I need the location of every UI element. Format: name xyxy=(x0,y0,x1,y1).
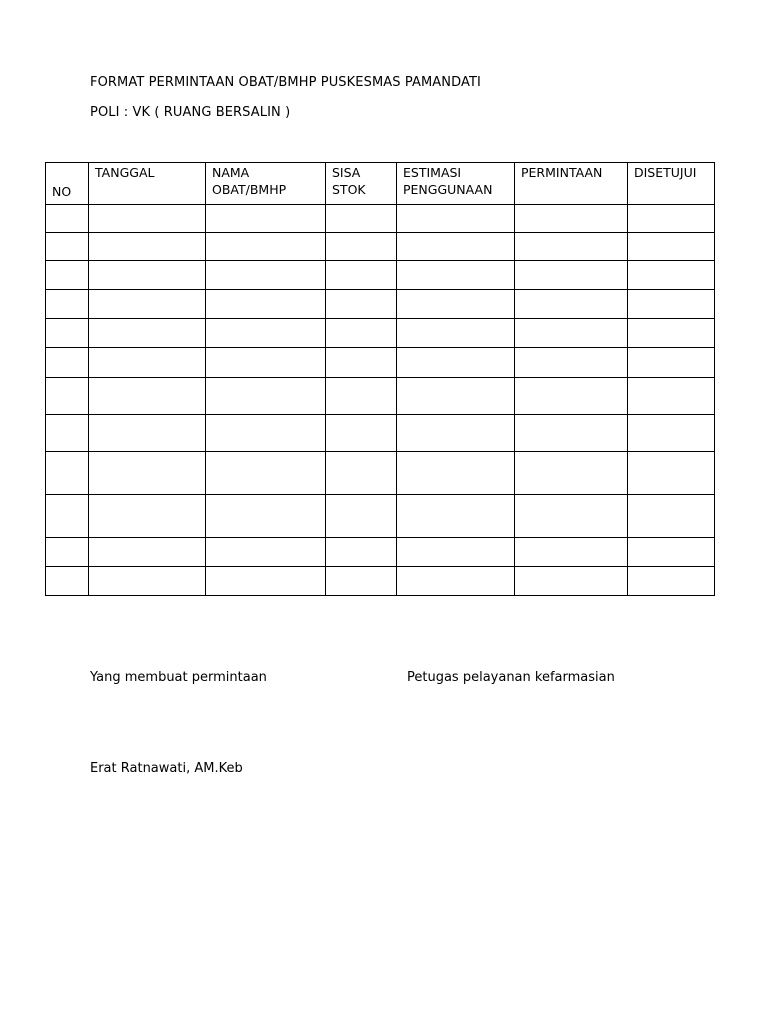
table-cell[interactable] xyxy=(515,261,628,290)
table-cell[interactable] xyxy=(397,290,515,319)
table-cell[interactable] xyxy=(206,495,326,538)
table-cell[interactable] xyxy=(628,567,715,596)
table-cell[interactable] xyxy=(515,415,628,452)
table-cell[interactable] xyxy=(46,415,89,452)
table-row xyxy=(46,319,715,348)
table-row xyxy=(46,378,715,415)
table-cell[interactable] xyxy=(89,567,206,596)
table-cell[interactable] xyxy=(46,348,89,378)
column-header-sisa-stok xyxy=(326,163,397,205)
table-cell[interactable] xyxy=(397,205,515,233)
table-cell[interactable] xyxy=(326,452,397,495)
table-cell[interactable] xyxy=(89,538,206,567)
table-cell[interactable] xyxy=(46,495,89,538)
table-row xyxy=(46,452,715,495)
table-cell[interactable] xyxy=(326,261,397,290)
table-cell[interactable] xyxy=(397,567,515,596)
column-header-estimasi xyxy=(397,163,515,205)
column-header-sisa-stok-text: SISA STOK xyxy=(332,165,366,197)
table-cell[interactable] xyxy=(326,233,397,261)
table-cell[interactable] xyxy=(628,452,715,495)
table-cell[interactable] xyxy=(326,290,397,319)
table-cell[interactable] xyxy=(628,233,715,261)
column-header-no: NO xyxy=(46,163,89,205)
table-cell[interactable] xyxy=(515,319,628,348)
column-header-tanggal-text: TANGGAL xyxy=(95,165,155,180)
table-row xyxy=(46,290,715,319)
table-cell[interactable] xyxy=(515,567,628,596)
table-cell[interactable] xyxy=(46,233,89,261)
table-cell[interactable] xyxy=(206,415,326,452)
table-cell[interactable] xyxy=(89,233,206,261)
table-cell[interactable] xyxy=(89,261,206,290)
table-row xyxy=(46,261,715,290)
table-row xyxy=(46,205,715,233)
pharmacy-officer-label: Petugas pelayanan kefarmasian xyxy=(407,670,615,685)
table-cell[interactable] xyxy=(397,233,515,261)
table-cell[interactable] xyxy=(46,567,89,596)
column-header-nama-obat-text: NAMA OBAT/BMHP xyxy=(212,165,287,197)
table-cell[interactable] xyxy=(628,415,715,452)
table-cell[interactable] xyxy=(89,452,206,495)
table-row xyxy=(46,495,715,538)
table-header-row xyxy=(46,163,715,205)
table-row xyxy=(46,415,715,452)
table-cell[interactable] xyxy=(89,378,206,415)
table-body xyxy=(46,205,715,596)
table-cell[interactable] xyxy=(515,290,628,319)
table-cell[interactable] xyxy=(326,319,397,348)
table-cell[interactable] xyxy=(326,378,397,415)
requester-label: Yang membuat permintaan xyxy=(90,670,267,685)
table-cell[interactable] xyxy=(326,205,397,233)
table-cell[interactable] xyxy=(515,495,628,538)
table-cell[interactable] xyxy=(628,261,715,290)
table-cell[interactable] xyxy=(46,538,89,567)
column-header-permintaan-text: PERMINTAAN xyxy=(521,165,603,180)
table-cell[interactable] xyxy=(206,290,326,319)
poli-label: POLI : VK ( RUANG BERSALIN ) xyxy=(90,105,291,120)
table-cell[interactable] xyxy=(206,378,326,415)
table-cell[interactable] xyxy=(628,319,715,348)
table-cell[interactable] xyxy=(206,538,326,567)
table-cell[interactable] xyxy=(206,567,326,596)
table-cell[interactable] xyxy=(397,378,515,415)
table-cell[interactable] xyxy=(515,538,628,567)
column-header-permintaan xyxy=(515,163,628,205)
table-cell[interactable] xyxy=(326,415,397,452)
table-cell[interactable] xyxy=(89,319,206,348)
table-cell[interactable] xyxy=(628,348,715,378)
table-cell[interactable] xyxy=(46,452,89,495)
table-cell[interactable] xyxy=(515,378,628,415)
table-cell[interactable] xyxy=(628,205,715,233)
table-cell[interactable] xyxy=(206,233,326,261)
table-cell[interactable] xyxy=(89,495,206,538)
column-header-estimasi-text: ESTIMASI PENGGUNAAN xyxy=(403,165,493,197)
table-cell[interactable] xyxy=(515,233,628,261)
table-cell[interactable] xyxy=(397,452,515,495)
table-cell[interactable] xyxy=(89,348,206,378)
column-header-tanggal xyxy=(89,163,206,205)
column-header-nama-obat xyxy=(206,163,326,205)
table-cell[interactable] xyxy=(206,348,326,378)
table-cell[interactable] xyxy=(46,205,89,233)
column-header-disetujui-text: DISETUJUI xyxy=(634,165,697,180)
table-cell[interactable] xyxy=(397,538,515,567)
table-row xyxy=(46,348,715,378)
table-cell[interactable] xyxy=(397,495,515,538)
column-header-disetujui xyxy=(628,163,715,205)
table-cell[interactable] xyxy=(206,205,326,233)
table-cell[interactable] xyxy=(326,538,397,567)
table-row xyxy=(46,233,715,261)
requester-name: Erat Ratnawati, AM.Keb xyxy=(90,761,243,776)
table-cell[interactable] xyxy=(628,538,715,567)
table-cell[interactable] xyxy=(397,415,515,452)
table-cell[interactable] xyxy=(397,261,515,290)
table-cell[interactable] xyxy=(326,495,397,538)
table-cell[interactable] xyxy=(628,495,715,538)
table-cell[interactable] xyxy=(46,261,89,290)
table-cell[interactable] xyxy=(326,567,397,596)
table-cell[interactable] xyxy=(515,205,628,233)
table-cell[interactable] xyxy=(326,348,397,378)
table-cell[interactable] xyxy=(46,378,89,415)
table-cell[interactable] xyxy=(628,290,715,319)
table-cell[interactable] xyxy=(89,415,206,452)
table-row xyxy=(46,567,715,596)
table-cell[interactable] xyxy=(397,319,515,348)
table-cell[interactable] xyxy=(89,290,206,319)
request-table xyxy=(45,162,715,596)
table-cell[interactable] xyxy=(46,290,89,319)
table-cell[interactable] xyxy=(515,452,628,495)
table-row xyxy=(46,538,715,567)
table-cell[interactable] xyxy=(89,205,206,233)
table-cell[interactable] xyxy=(206,452,326,495)
document-title: FORMAT PERMINTAAN OBAT/BMHP PUSKESMAS PAMANDATI xyxy=(90,75,481,90)
table-cell[interactable] xyxy=(206,261,326,290)
table-cell[interactable] xyxy=(397,348,515,378)
table-cell[interactable] xyxy=(515,348,628,378)
table-cell[interactable] xyxy=(206,319,326,348)
table-cell[interactable] xyxy=(46,319,89,348)
table-cell[interactable] xyxy=(628,378,715,415)
